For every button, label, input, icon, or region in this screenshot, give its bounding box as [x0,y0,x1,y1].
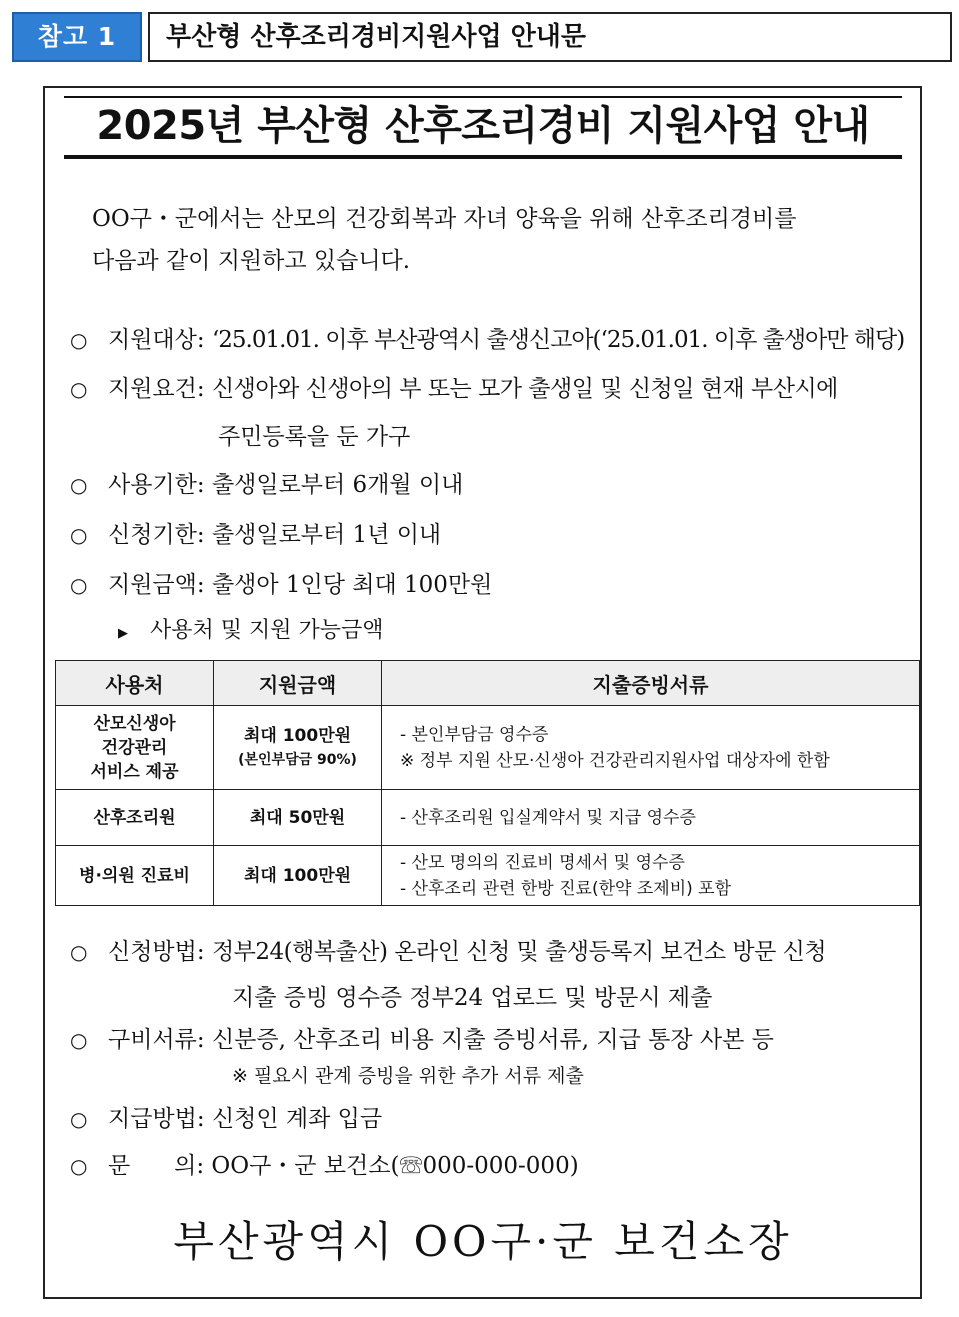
circle-bullet-icon: ○ [70,573,88,597]
doc-line: - 산후조리원 입실계약서 및 지급 영수증 [400,807,696,828]
document-title: 2025년 부산형 산후조리경비 지원사업 안내 [96,103,870,149]
sub-heading [118,616,384,649]
item-application-method-continued: 지출 증빙 영수증 정부24 업로드 및 방문시 제출 [232,985,713,1011]
item-label: 구비서류 [108,1027,197,1053]
title-rule-top [64,96,902,98]
reference-tag: 참고 1 [12,12,142,62]
item-text: 신생아와 신생아의 부 또는 모가 출생일 및 신청일 현재 부산시에 [211,376,838,402]
circle-bullet-icon: ○ [70,1154,88,1178]
item-support-amount: ○ 지원금액: 출생아 1인당 최대 100만원 [70,572,493,598]
table-cell-amount: 최대 100만원 [214,846,382,906]
circle-bullet-icon: ○ [70,523,88,547]
item-text: 출생일로부터 6개월 이내 [211,472,464,498]
table-cell-place: 산모신생아 건강관리 서비스 제공 [56,706,214,790]
table-header-amount: 지원금액 [214,661,382,706]
sub-heading-text: 사용처 및 지원 가능금액 [150,618,384,643]
doc-line: - 본인부담금 영수증 [400,724,549,745]
doc-line: - 산후조리 관련 한방 진료(한약 조제비) 포함 [400,878,731,899]
item-text: 정부24(행복출산) 온라인 신청 및 출생등록지 보건소 방문 신청 [211,939,827,965]
signature: 부산광역시 OO구·군 보건소장 [173,1217,793,1266]
item-label: 지원대상 [108,327,197,353]
item-text: 출생아 1인당 최대 100만원 [211,572,493,598]
title-rule-bottom [64,155,902,159]
circle-bullet-icon: ○ [70,473,88,497]
table-header-row [56,661,920,706]
item-label: 신청방법 [108,939,197,965]
item-text: 신청인 계좌 입금 [211,1106,383,1132]
table-header-docs: 지출증빙서류 [382,661,920,706]
doc-note: ※ 정부 지원 산모·신생아 건강관리지원사업 대상자에 한함 [400,750,830,771]
circle-bullet-icon: ○ [70,377,88,401]
doc-line: - 산모 명의의 진료비 명세서 및 영수증 [400,852,685,873]
item-text: 출생일로부터 1년 이내 [211,522,442,548]
item-usage-period: ○ 사용기한: 출생일로부터 6개월 이내 [70,472,464,498]
item-label: 지급방법 [108,1106,197,1132]
item-application-method: ○ 신청방법: 정부24(행복출산) 온라인 신청 및 출생등록지 보건소 방문 신청 [70,939,827,965]
circle-bullet-icon: ○ [70,1107,88,1131]
item-label: 지원금액 [108,572,197,598]
header-title: 부산형 산후조리경비지원사업 안내문 [148,12,952,62]
item-label: 지원요건 [108,376,197,402]
intro-paragraph: OO구・군에서는 산모의 건강회복과 자녀 양육을 위해 산후조리경비를 다음과 같이 지원하고 있습니다. [92,206,797,274]
item-requirement-continued: 주민등록을 둔 가구 [218,424,411,450]
table-cell-amount [214,706,382,790]
item-label: 사용기한 [108,472,197,498]
circle-bullet-icon: ○ [70,940,88,964]
circle-bullet-icon: ○ [70,328,88,352]
table-cell-docs [382,706,920,790]
circle-bullet-icon: ○ [70,1028,88,1052]
item-label: 신청기한 [108,522,197,548]
triangle-bullet-icon: ▶ [118,626,128,641]
item-application-period: ○ 신청기한: 출생일로부터 1년 이내 [70,522,442,548]
item-eligibility: ○ 지원대상: ‘25.01.01. 이후 부산광역시 출생신고아(‘25.01.01. 이후 출생아만 해당) [70,327,905,353]
item-text: OO구・군 보건소(☏000-000-000) [211,1153,579,1179]
item-payment-method: ○ 지급방법: 신청인 계좌 입금 [70,1106,383,1132]
table-cell-amount: 최대 50만원 [214,790,382,846]
table-row [56,706,920,790]
table-row [56,846,920,906]
item-inquiry: ○ 문 의: OO구・군 보건소(☏000-000-000) [70,1153,579,1179]
amount-note: (본인부담금 90%) [238,751,357,768]
table-cell-place: 병·의원 진료비 [56,846,214,906]
table-row [56,790,920,846]
usage-table [55,660,920,906]
table-cell-place: 산후조리원 [56,790,214,846]
amount-value: 최대 100만원 [243,725,352,746]
table-cell-docs [382,846,920,906]
item-text: ‘25.01.01. 이후 부산광역시 출생신고아(‘25.01.01. 이후 출생아만 해당) [211,327,905,353]
item-text: 신분증, 산후조리 비용 지출 증빙서류, 지급 통장 사본 등 [211,1027,774,1053]
item-required-documents-note: ※ 필요시 관계 증빙을 위한 추가 서류 제출 [232,1065,584,1087]
table-header-place: 사용처 [56,661,214,706]
item-requirement: ○ 지원요건: 신생아와 신생아의 부 또는 모가 출생일 및 신청일 현재 부산시에 [70,376,838,402]
item-required-documents: ○ 구비서류: 신분증, 산후조리 비용 지출 증빙서류, 지급 통장 사본 등 [70,1027,774,1053]
item-label: 문 의 [108,1153,197,1179]
table-cell-docs [382,790,920,846]
